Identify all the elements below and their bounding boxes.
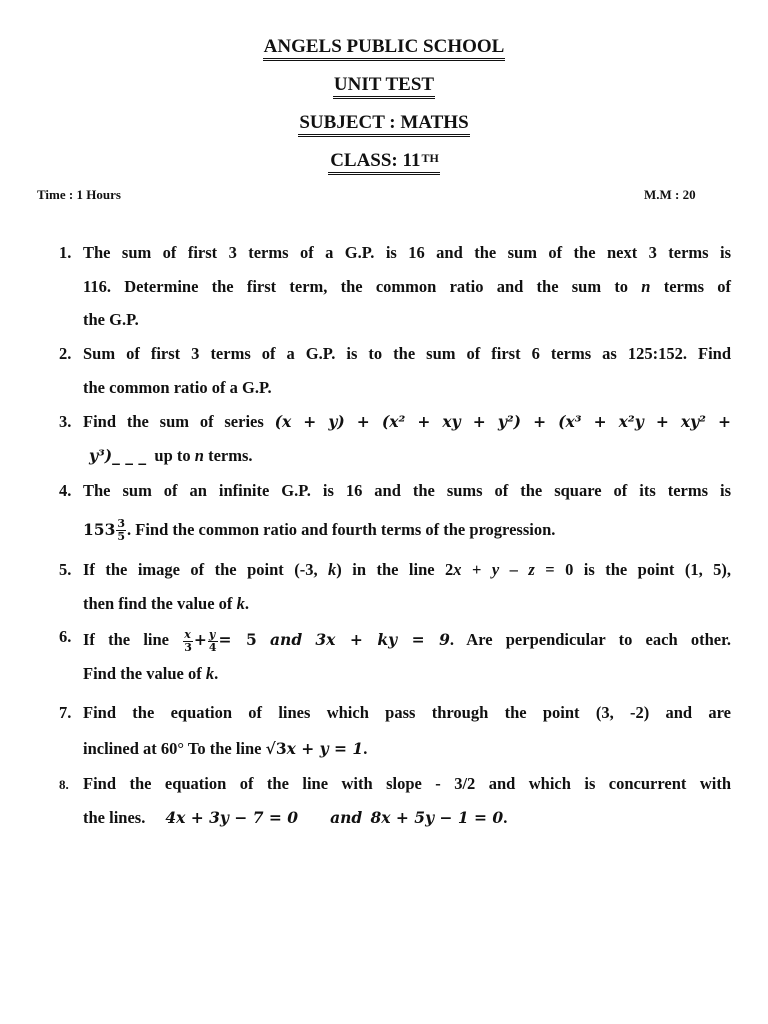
fraction-x-3: $\frac{x}{3}$ (184, 627, 192, 654)
question-1: 1. The sum of first 3 terms of a G.P. is 16 and the sum of the next 3 terms is 116. Determine the first term, the common ratio and the sum to n terms of the G.P. (59, 243, 731, 329)
question-7: 7. Find the equation of lines which pass through the point (3, -2) and are inclined at 60° To the line √3x + y = 1. (59, 703, 731, 758)
subject-title: SUBJECT : MATHS (0, 112, 768, 137)
fraction-y-4: $\frac{y}{4}$ (208, 627, 217, 654)
time-label: Time : 1 Hours (37, 187, 121, 202)
question-6: 6. If the line $\frac{x}{3}$ + $\frac{y}{4}$ = 5 and 3x + ky = 9. Are perpendicular to each other. Find the value of k. (59, 627, 732, 683)
question-8: 8. Find the equation of the line with slope - 3/2 and which is concurrent with the lines. 4x + 3y − 7 = 0 and 8x + 5y − 1 = 0. (59, 774, 731, 827)
test-title: UNIT TEST (0, 74, 768, 99)
question-3: 3. Find the sum of series (x + y) + (x² + xy + y²) + (x³ + x²y + xy² + y³)_ _ _ up to n terms. (59, 412, 732, 465)
school-name: ANGELS PUBLIC SCHOOL (0, 36, 768, 61)
question-4: 4. The sum of an infinite G.P. is 16 and the sums of the square of its terms is 153 $\frac{3}{5}$ . Find the common ratio and fourth terms of the progression. (59, 481, 731, 544)
question-2: 2. Sum of first 3 terms of a G.P. is to the sum of first 6 terms as 125:152. Find the common ratio of a G.P. (59, 344, 731, 397)
question-5: 5. If the image of the point (-3, k) in the line 2x + y – z = 0 is the point (1, 5), then find the value of k. (59, 560, 732, 613)
mixed-fraction: $\frac{3}{5}$ (117, 517, 126, 544)
class-title: CLASS: 11TH (0, 150, 768, 175)
max-marks-label: M.M : 20 (644, 187, 696, 202)
